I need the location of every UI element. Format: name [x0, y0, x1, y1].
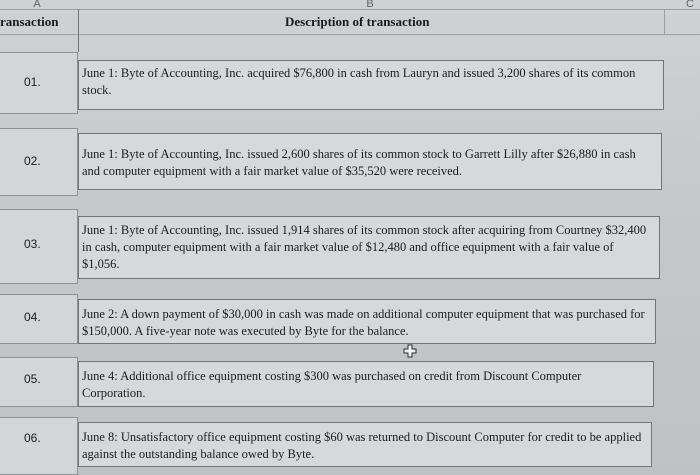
- transaction-description-cell[interactable]: [78, 422, 652, 467]
- transaction-description-cell[interactable]: [78, 361, 654, 407]
- transaction-number-cell[interactable]: [0, 417, 78, 475]
- transaction-number: 05.: [24, 372, 41, 386]
- column-letter-c[interactable]: C: [686, 0, 694, 10]
- transaction-description: June 2: A down payment of $30,000 in cash was made on additional computer equipment that was purchased for $150,000. A five-year note was executed by Byte for the balance.: [82, 307, 645, 338]
- transaction-description: June 1: Byte of Accounting, Inc. acquired $76,800 in cash from Lauryn and issued 3,200 shares of its common stock.: [82, 66, 636, 97]
- column-divider: [78, 9, 79, 52]
- transaction-header: ransaction: [0, 14, 59, 29]
- column-letter-a[interactable]: A: [33, 0, 41, 10]
- transaction-description: June 1: Byte of Accounting, Inc. issued 2,600 shares of its common stock to Garrett Lilly after $26,880 in cash and computer equipment with a fair market value of $35,520 were received.: [82, 147, 636, 178]
- transaction-description: June 4: Additional office equipment costing $300 was purchased on credit from Discount Computer Corporation.: [82, 369, 582, 400]
- transaction-number: 02.: [24, 154, 41, 168]
- description-header: Description of transaction: [285, 14, 430, 29]
- transaction-number: 04.: [24, 310, 41, 324]
- transaction-number: 01.: [24, 75, 41, 89]
- plus-cursor-icon: [403, 344, 417, 358]
- transaction-description-cell[interactable]: [78, 133, 662, 190]
- transaction-description-cell[interactable]: [78, 60, 664, 110]
- transaction-number: 06.: [24, 431, 41, 445]
- transaction-number: 03.: [24, 237, 41, 251]
- transaction-description-cell[interactable]: [78, 299, 656, 344]
- column-divider-right: [664, 9, 665, 35]
- transaction-description: June 8: Unsatisfactory office equipment costing $60 was returned to Discount Computer for credit to be applied against the outstanding balance owed by Byte.: [82, 430, 642, 461]
- transaction-description-cell[interactable]: [78, 216, 660, 279]
- transaction-description: June 1: Byte of Accounting, Inc. issued 1,914 shares of its common stock after acquiring from Courtney $32,400 in cash, computer equipment with a fair market value of $12,480 and office equipment with a fair value of $1,056.: [82, 223, 647, 271]
- column-letter-b[interactable]: B: [366, 0, 374, 10]
